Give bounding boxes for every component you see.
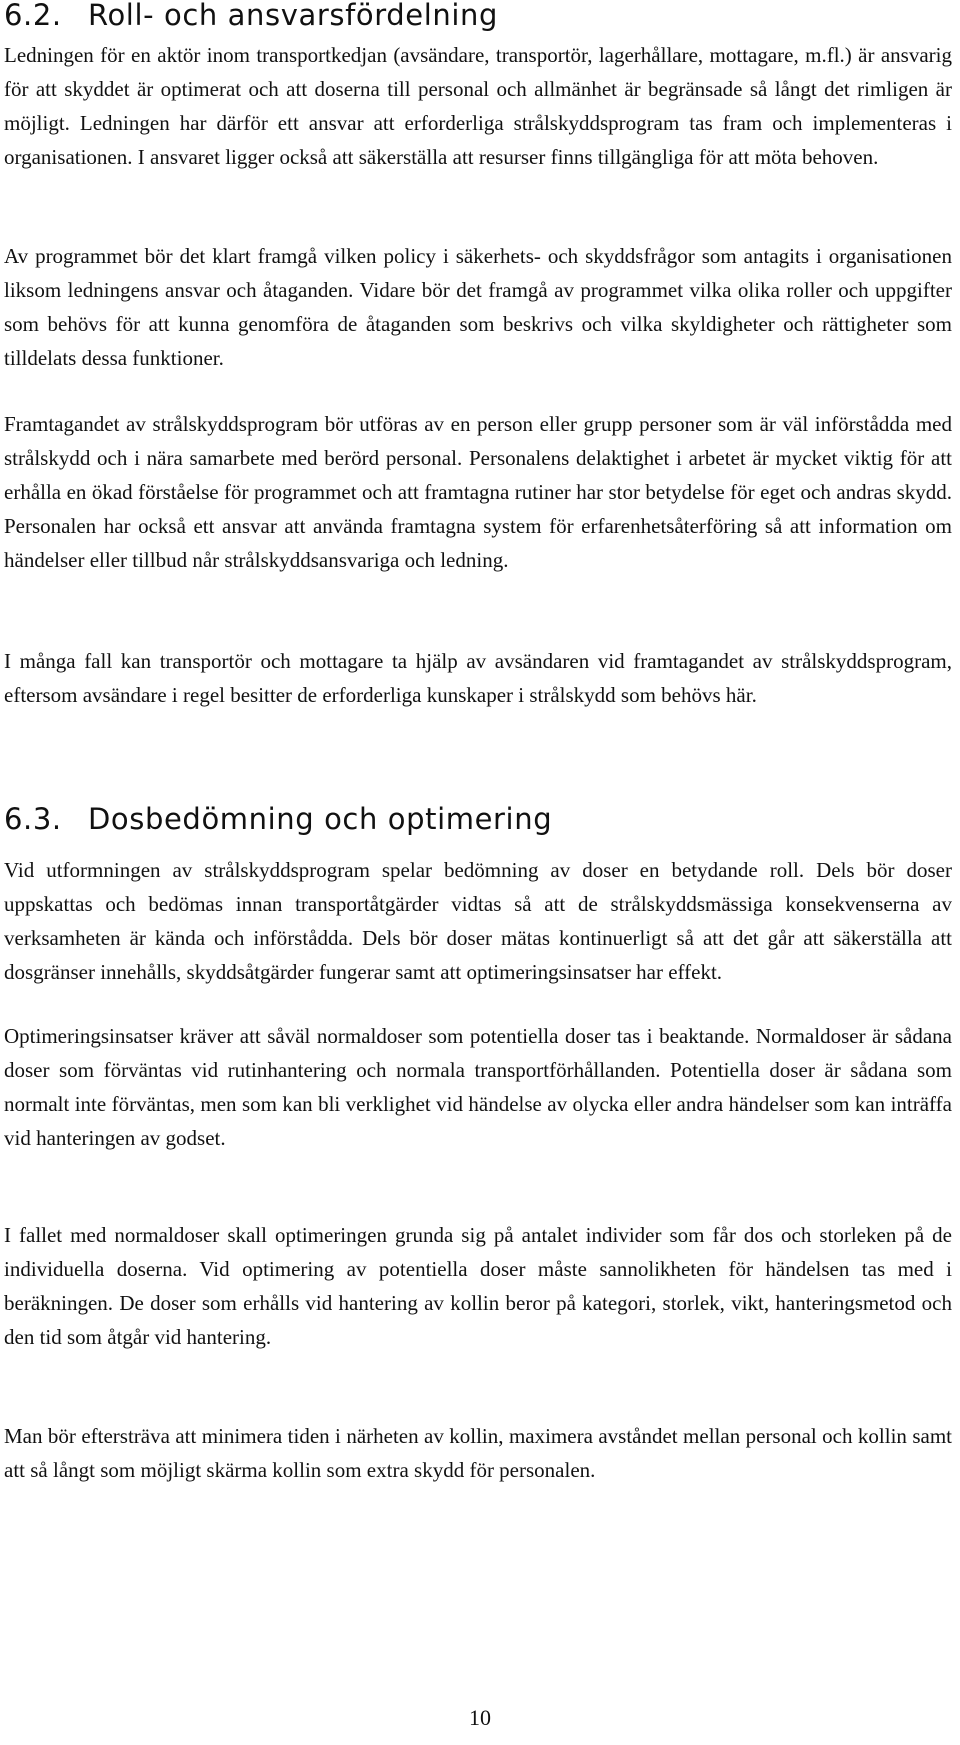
section-title: Dosbedömning och optimering [88, 802, 553, 836]
paragraph: Vid utformningen av strålskyddsprogram spelar bedömning av doser en betydande roll. Dels bör doser uppskattas och bedömas innan transportåtgärder vidtas så att de strålskyddsmässiga konsekvenserna av verksamheten är kända och införstådda. Dels bör doser mätas kontinuerligt så att det går att säkerställa att dosgränser innehålls, skyddsåtgärder fungerar samt att optimeringsinsatser har effekt. [4, 858, 952, 984]
section-number: 6.3. [4, 802, 62, 836]
section-number: 6.2. [4, 0, 62, 32]
paragraph: I många fall kan transportör och mottagare ta hjälp av avsändaren vid framtagandet av strålskyddsprogram, eftersom avsändare i regel besitter de erforderliga kunskaper i strålskydd som behövs här. [4, 649, 952, 707]
section-heading-6-3 [4, 802, 552, 836]
paragraph: Framtagandet av strålskyddsprogram bör utföras av en person eller grupp personer som är väl införstådda med strålskydd och i nära samarbete med berörd personal. Personalens delaktighet i arbetet är mycket viktig för att erhålla en ökad förståelse för programmet och att framtagna rutiner har stor betydelse för eget och andras skydd. Personalen har också ett ansvar att använda framtagna system för erfarenhetsåterföring så att information om händelser eller tillbud når strålskyddsansvariga och ledning. [4, 412, 952, 572]
section-title: Roll- och ansvarsfördelning [88, 0, 498, 32]
page-number: 10 [469, 1705, 491, 1730]
paragraph: Ledningen för en aktör inom transportkedjan (avsändare, transportör, lagerhållare, mottagare, m.fl.) är ansvarig för att skyddet är optimerat och att doserna till personal och allmänhet är begränsade så långt det rimligen är möjligt. Ledningen har därför ett ansvar att erforderliga strålskyddsprogram tas fram och implementeras i organisationen. I ansvaret ligger också att säkerställa att resurser finns tillgängliga för att möta behoven. [4, 43, 952, 169]
section-heading-6-2 [4, 0, 498, 32]
paragraph: Man bör eftersträva att minimera tiden i närheten av kollin, maximera avståndet mellan personal och kollin samt att så långt som möjligt skärma kollin som extra skydd för personalen. [4, 1424, 952, 1482]
paragraph: I fallet med normaldoser skall optimeringen grunda sig på antalet individer som får dos och storleken på de individuella doserna. Vid optimering av potentiella doser måste sannolikheten för händelsen tas med i beräkningen. De doser som erhålls vid hantering av kollin beror på kategori, storlek, vikt, hanteringsmetod och den tid som åtgår vid hantering. [4, 1223, 952, 1349]
paragraph: Optimeringsinsatser kräver att såväl normaldoser som potentiella doser tas i beaktande. Normaldoser är sådana doser som förväntas vid rutinhantering och normala transportförhållanden. Potentiella doser är sådana som normalt inte förväntas, men som kan bli verklighet vid händelse av olycka eller andra händelser som kan inträffa vid hanteringen av godset. [4, 1024, 952, 1150]
paragraph: Av programmet bör det klart framgå vilken policy i säkerhets- och skyddsfrågor som antagits i organisationen liksom ledningens ansvar och åtaganden. Vidare bör det framgå av programmet vilka olika roller och uppgifter som behövs för att kunna genomföra de åtaganden som beskrivs och vilka skyldigheter och rättigheter som tilldelats dessa funktioner. [4, 244, 952, 370]
